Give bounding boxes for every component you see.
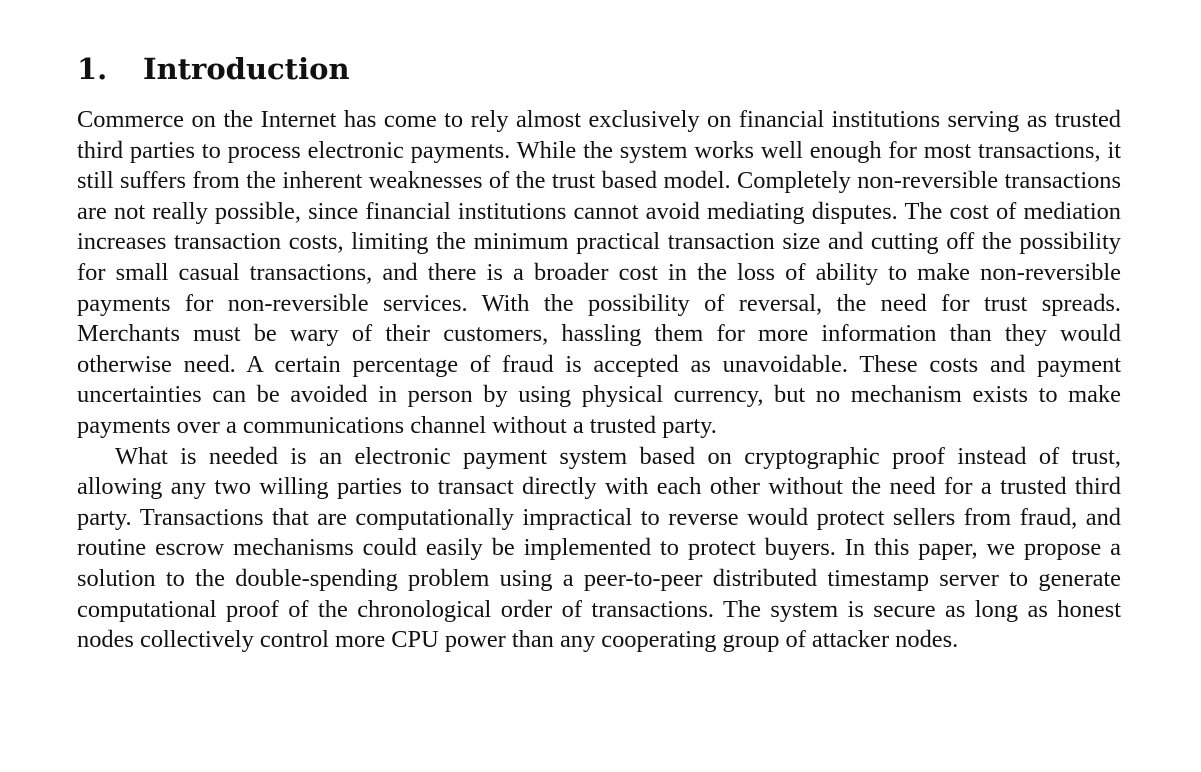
document-page (77, 50, 1121, 656)
section-heading (77, 50, 1121, 88)
paragraph-1: Commerce on the Internet has come to rely almost exclusively on financial institutions serving as trusted third parties to process electronic payments. While the system works well enough for most transactions, it still suffers from the inherent weaknesses of the trust based model. Completely non-reversible transactions are not really possible, since financial institutions cannot avoid mediating disputes. The cost of mediation increases transaction costs, limiting the minimum practical transaction size and cutting off the possibility for small casual transactions, and there is a broader cost in the loss of ability to make non-reversible payments for non-reversible services. With the possibility of reversal, the need for trust spreads. Merchants must be wary of their customers, hassling them for more information than they would otherwise need. A certain percentage of fraud is accepted as unavoidable. These costs and payment uncertainties can be avoided in person by using physical currency, but no mechanism exists to make payments over a communications channel without a trusted party. (77, 106, 1121, 439)
section-number: 1. (77, 52, 108, 86)
section-title: Introduction (143, 52, 350, 86)
paragraph-2: What is needed is an electronic payment system based on cryptographic proof instead of trust, allowing any two willing parties to transact directly with each other without the need for a trusted third party. Transactions that are computationally impractical to reverse would protect sellers from fraud, and routine escrow mechanisms could easily be implemented to protect buyers. In this paper, we propose a solution to the double-spending problem using a peer-to-peer distributed timestamp server to generate computational proof of the chronological order of transactions. The system is secure as long as honest nodes collectively control more CPU power than any cooperating group of attacker nodes. (77, 442, 1121, 654)
